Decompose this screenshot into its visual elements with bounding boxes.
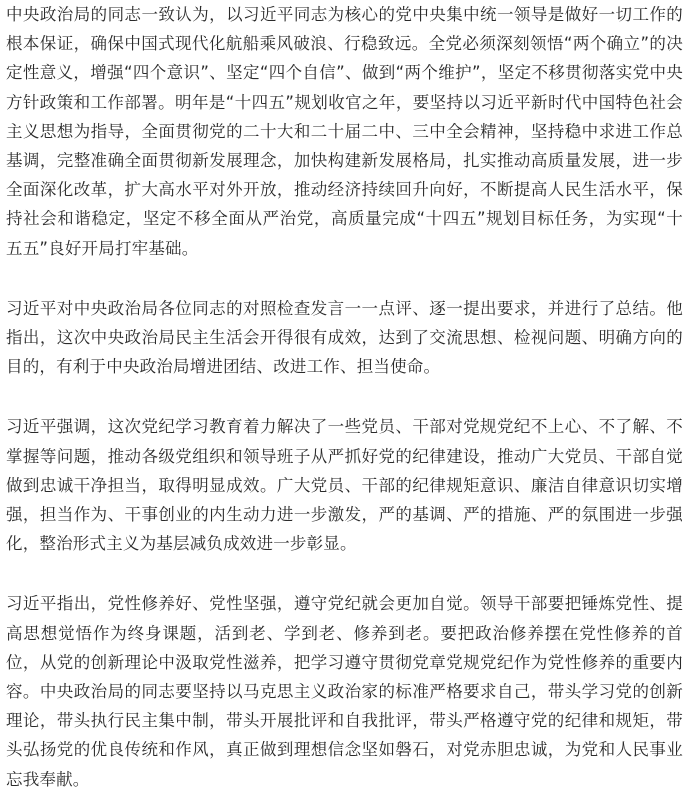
paragraph-1: 中央政治局的同志一致认为，以习近平同志为核心的党中央集中统一领导是做好一切工作的根本保证，确保中国式现代化航船乘风破浪、行稳致远。全党必须深刻领悟“两个确立”的决定性意义，增强“四个意识”、坚定“四个自信”、做到“两个维护”，坚定不移贯彻落实党中央方针政策和工作部署。明年是“十四五”规划收官之年，要坚持以习近平新时代中国特色社会主义思想为指导，全面贯彻党的二十大和二十届二中、三中全会精神，坚持稳中求进工作总基调，完整准确全面贯彻新发展理念，加快构建新发展格局，扎实推动高质量发展，进一步全面深化改革，扩大高水平对外开放，推动经济持续回升向好，不断提高人民生活水平，保持社会和谐稳定，坚定不移全面从严治党，高质量完成“十四五”规划目标任务，为实现“十五五”良好开局打牢基础。 [6, 5, 683, 258]
paragraph-2: 习近平对中央政治局各位同志的对照检查发言一一点评、逐一提出要求，并进行了总结。他指出，这次中央政治局民主生活会开得很有成效，达到了交流思想、检视问题、明确方向的目的，有利于中央政治局增进团结、改进工作、担当使命。 [6, 298, 683, 377]
paragraph-3: 习近平强调，这次党纪学习教育着力解决了一些党员、干部对党规党纪不上心、不了解、不掌握等问题，推动各级党组织和领导班子从严抓好党的纪律建设，推动广大党员、干部自觉做到忠诚干净担当，取得明显成效。广大党员、干部的纪律规矩意识、廉洁自律意识切实增强，担当作为、干事创业的内生动力进一步激发，严的基调、严的措施、严的氛围进一步强化，整治形式主义为基层减负成效进一步彰显。 [6, 417, 683, 554]
paragraph-4: 习近平指出，党性修养好、党性坚强，遵守党纪就会更加自觉。领导干部要把锤炼党性、提高思想觉悟作为终身课题，活到老、学到老、修养到老。要把政治修养摆在党性修养的首位，从党的创新理论中汲取党性滋养，把学习遵守贯彻党章党规党纪作为党性修养的重要内容。中央政治局的同志要坚持以马克思主义政治家的标准严格要求自己，带头学习党的创新理论，带头执行民主集中制，带头开展批评和自我批评，带头严格遵守党的纪律和规矩，带头弘扬党的优良传统和作风，真正做到理想信念坚如磐石，对党赤胆忠诚，为党和人民事业忘我奉献。 [6, 594, 683, 789]
